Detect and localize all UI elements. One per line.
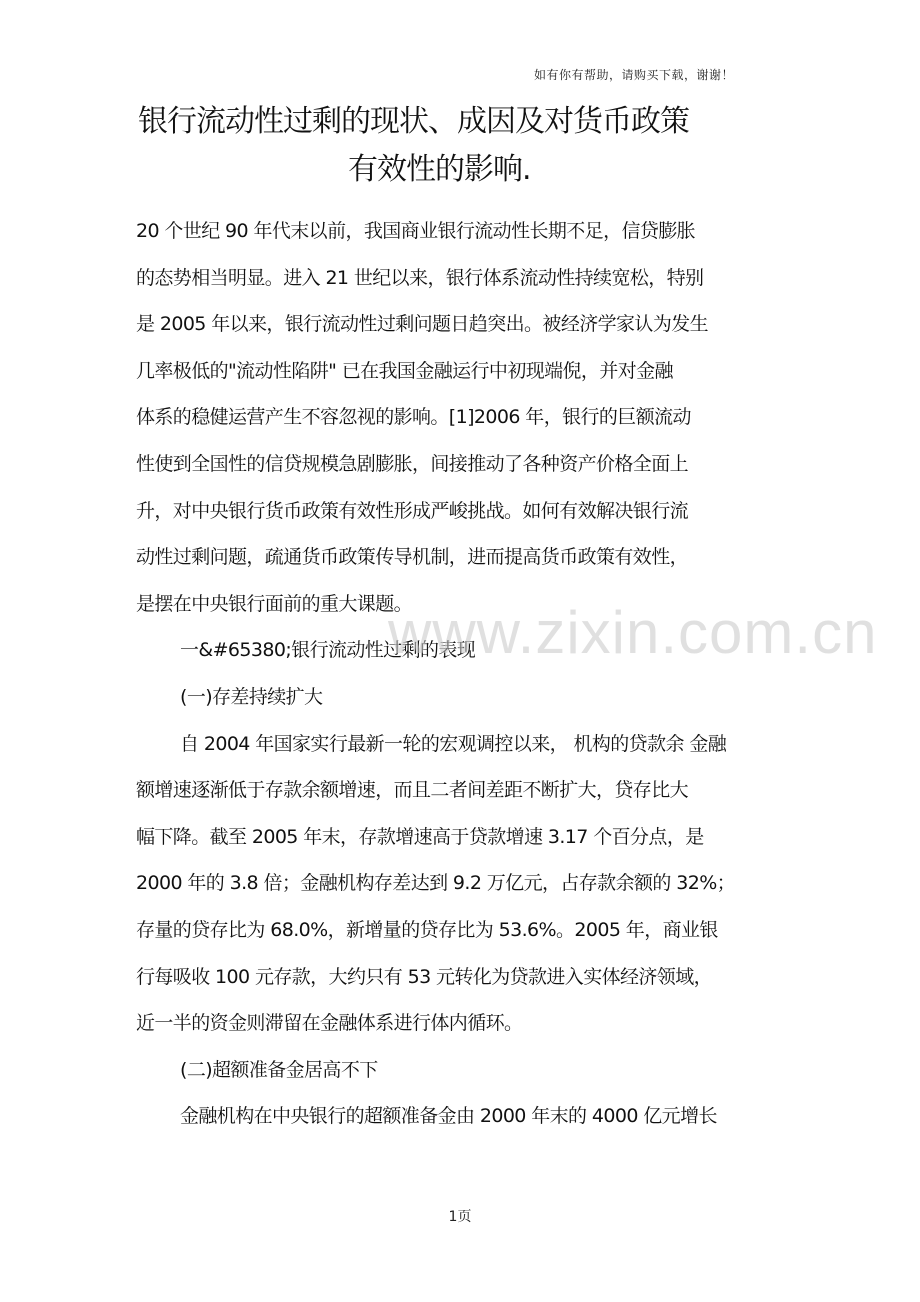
- title-line-1: 银行流动性过剩的现状、成因及对货币政策: [138, 104, 689, 139]
- body-line: 自 2004 年国家实行最新一轮的宏观调控以来， 机构的贷款余 金融: [180, 732, 727, 755]
- body-line: 额增速逐渐低于存款余额增速，而且二者间差距不断扩大，贷存比大: [136, 779, 689, 802]
- subsection-heading: (一)存差持续扩大: [180, 685, 323, 708]
- body-line: 的态势相当明显。进入 21 世纪以来，银行体系流动性持续宽松，特别: [136, 266, 704, 289]
- page-number: 1页: [448, 1209, 472, 1225]
- watermark: www.zixin.com.cn: [388, 599, 878, 666]
- body-line: 20 个世纪 90 年代末以前，我国商业银行流动性长期不足，信贷膨胀: [136, 220, 696, 242]
- body-line: 存量的贷存比为 68.0%，新增量的贷存比为 53.6%。2005 年，商业银: [136, 918, 718, 941]
- subsection-heading: (二)超额准备金居高不下: [180, 1058, 378, 1081]
- body-line: 2000 年的 3.8 倍；金融机构存差达到 9.2 万亿元，占存款余额的 32%；: [136, 872, 736, 895]
- document-body: [136, 208, 796, 1140]
- title-line-2: 有效性的影响.: [348, 152, 531, 187]
- body-line: 体系的稳健运营产生不容忽视的影响。[1]2006 年，银行的巨额流动: [136, 406, 691, 429]
- body-line: 升，对中央银行货币政策有效性形成严峻挑战。如何有效解决银行流: [136, 499, 689, 522]
- body-line: 幅下降。截至 2005 年末，存款增速高于贷款增速 3.17 个百分点，是: [136, 825, 704, 848]
- body-line: 是 2005 年以来，银行流动性过剩问题日趋突出。被经济学家认为发生: [136, 313, 709, 336]
- section-heading: 一&#65380;银行流动性过剩的表现: [180, 639, 476, 662]
- body-line: 性使到全国性的信贷规模急剧膨胀，间接推动了各种资产价格全面上: [136, 452, 689, 475]
- body-line: 是摆在中央银行面前的重大课题。: [136, 592, 413, 615]
- header-note: 如有你有帮助，请购买下载，谢谢！: [533, 68, 734, 82]
- body-line: 金融机构在中央银行的超额准备金由 2000 年末的 4000 亿元增长: [180, 1105, 717, 1128]
- body-line: 近一半的资金则滞留在金融体系进行体内循环。: [136, 1012, 523, 1035]
- body-line: 几率极低的"流动性陷阱" 已在我国金融运行中初现端倪，并对金融: [136, 359, 673, 382]
- document-title: [138, 100, 778, 192]
- body-line: 动性过剩问题，疏通货币政策传导机制，进而提高货币政策有效性，: [136, 546, 689, 569]
- body-line: 行每吸收 100 元存款，大约只有 53 元转化为贷款进入实体经济领域，: [136, 965, 713, 988]
